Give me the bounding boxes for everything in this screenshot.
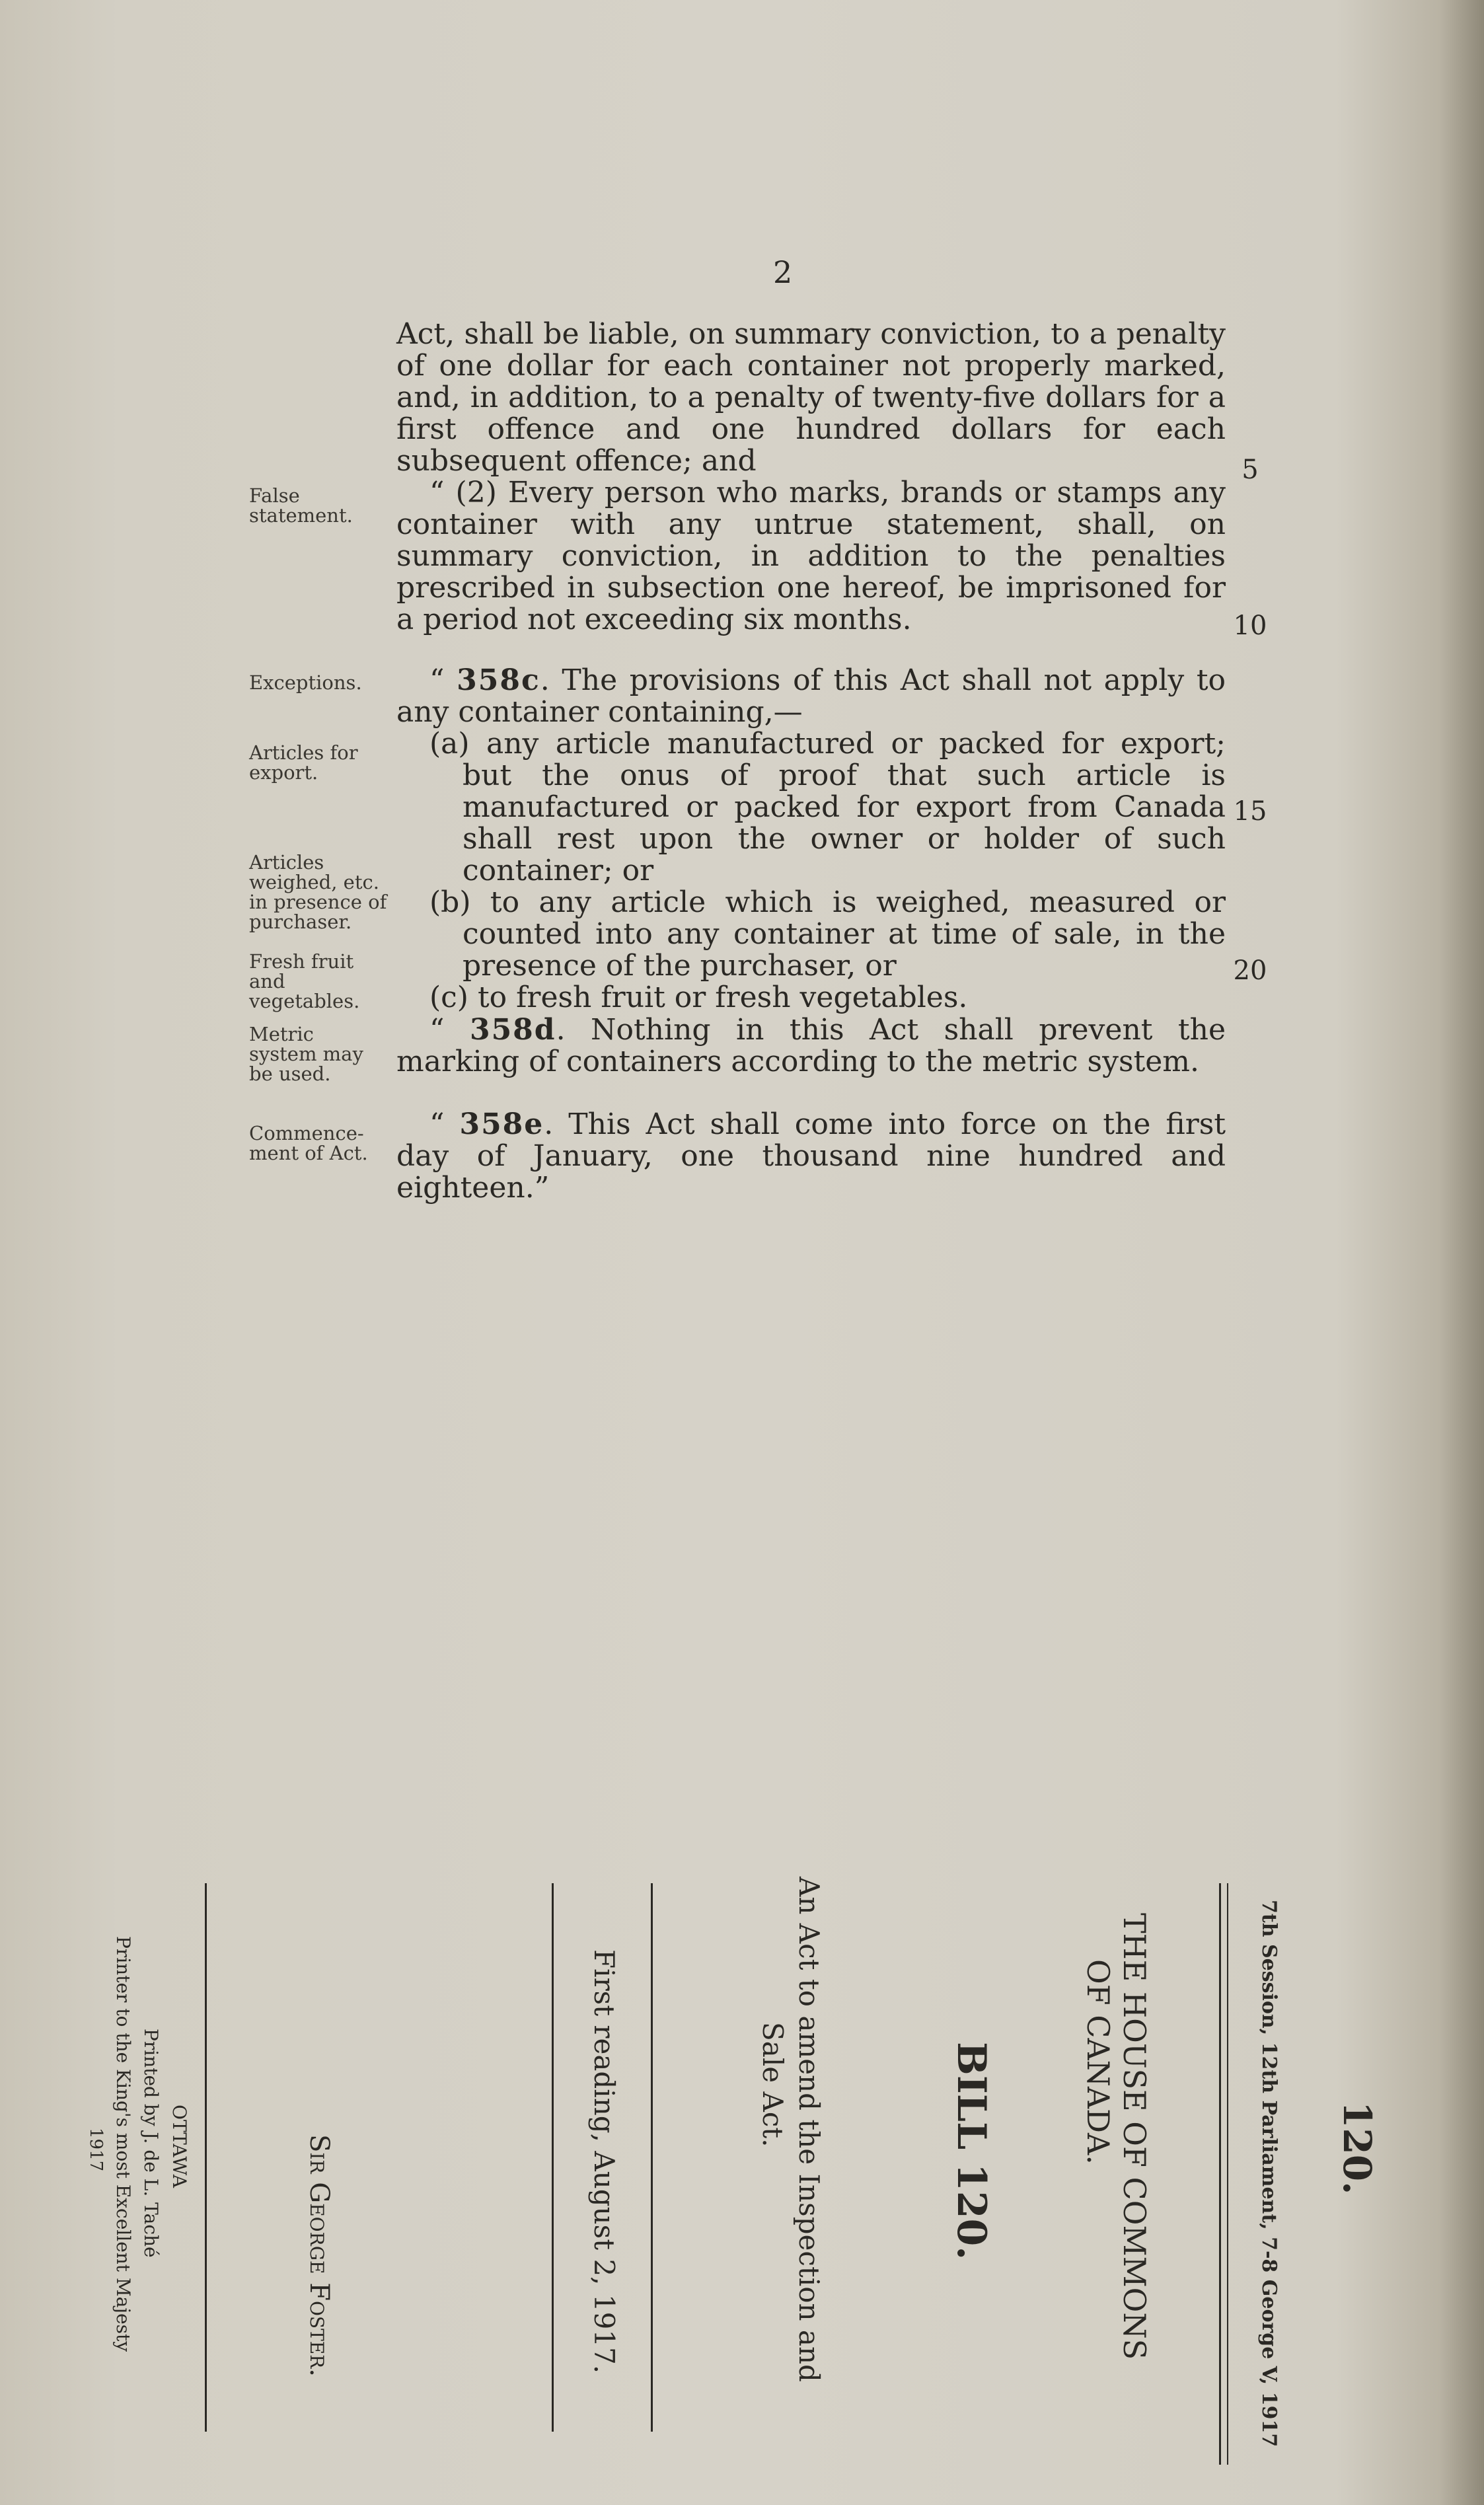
section-number-358c: 358c [457, 663, 540, 697]
act-title-2: Sale Act. [757, 2022, 789, 2148]
bill-endorsement [86, 1877, 1380, 2465]
house-title-2: OF CANADA. [1080, 1959, 1116, 2165]
quote-mark: “ [429, 663, 445, 697]
rule-double-1 [1219, 1883, 1221, 2465]
paragraph-2 [396, 477, 1226, 636]
section-358d-text: “ 358d. Nothing in this Act shall prevent the marking of containers according to the metric system. [396, 1013, 1226, 1078]
rule-1 [651, 1883, 653, 2432]
item-c: (c) to fresh fruit or fresh vegetables. [429, 981, 968, 1014]
paragraph-1-text: Act, shall be liable, on summary conviction, to a penalty of one dollar for each container not properly marked, and, in addition, to a penalty of twenty-five dollars for a first offence and one hundred dollars for each subsequent offence; and [396, 317, 1226, 478]
rule-2 [552, 1883, 554, 2432]
section-number-358e: 358e [459, 1107, 544, 1141]
imprint-year: 1917 [86, 2128, 106, 2172]
page-number: 2 [773, 254, 793, 290]
imprint-place: OTTAWA [168, 2105, 190, 2188]
session-line: 7th Session, 12th Parliament, 7-8 George V, 1917 [1257, 1900, 1280, 2448]
line-number-5: 5 [1242, 455, 1259, 485]
bill-number-spine: 120. [1335, 2101, 1380, 2195]
margin-note-false-statement: False statement. [249, 484, 353, 527]
section-358d [396, 1014, 1226, 1078]
rule-double-2 [1227, 1883, 1228, 2465]
house-title: THE HOUSE OF COMMONS [1117, 1913, 1152, 2360]
line-number-15: 15 [1233, 796, 1267, 827]
paragraph-2-text: “ (2) Every person who marks, brands or stamps any container with any untrue statement, shall, on summary conviction, in addition to the penalties prescribed in subsection one hereof, be imprisoned for a period not exceeding six months. [396, 476, 1226, 636]
margin-note-metric: Metric system may be used. [249, 1023, 363, 1085]
line-number-10: 10 [1233, 611, 1267, 641]
imprint-printer-title: Printer to the King's most Excellent Majesty [112, 1936, 134, 2352]
act-title: An Act to amend the Inspection and [793, 1877, 825, 2382]
margin-note-articles-weighed: Articles weighed, etc. in presence of purchaser. [249, 851, 387, 933]
first-reading: First reading, August 2, 1917. [588, 1949, 620, 2374]
item-a: (a) any article manufactured or packed for export; but the onus of proof that such article is manufactured or packed for export from Canada shall rest upon the owner or holder of such container; or [429, 727, 1226, 887]
bill-number: BILL 120. [948, 2042, 994, 2261]
rule-3 [205, 1883, 207, 2432]
margin-note-commencement: Commence-ment of Act. [249, 1122, 368, 1164]
margin-note-fresh-fruit: Fresh fruit and vegetables. [249, 950, 360, 1012]
section-358c-text: “ 358c. The provisions of this Act shall not apply to any container containing,— [396, 663, 1226, 729]
section-358e [396, 1109, 1226, 1204]
sponsor: Sir George Foster. [304, 2134, 334, 2377]
margin-note-exceptions: Exceptions. [249, 671, 362, 694]
paragraph-1 [396, 318, 1226, 477]
imprint-printer: Printed by J. de L. Taché [140, 2029, 162, 2258]
line-number-20: 20 [1233, 955, 1267, 986]
section-358c [396, 665, 1226, 1014]
section-number-358d: 358d [469, 1013, 556, 1047]
item-b: (b) to any article which is weighed, measured or counted into any container at time of sale, in the presence of the purchaser, or [429, 885, 1226, 983]
section-358e-text: “ 358e. This Act shall come into force on the first day of January, one thousand nine hundred and eighteen.” [396, 1107, 1226, 1205]
margin-note-articles-export: Articles for export. [249, 741, 358, 784]
